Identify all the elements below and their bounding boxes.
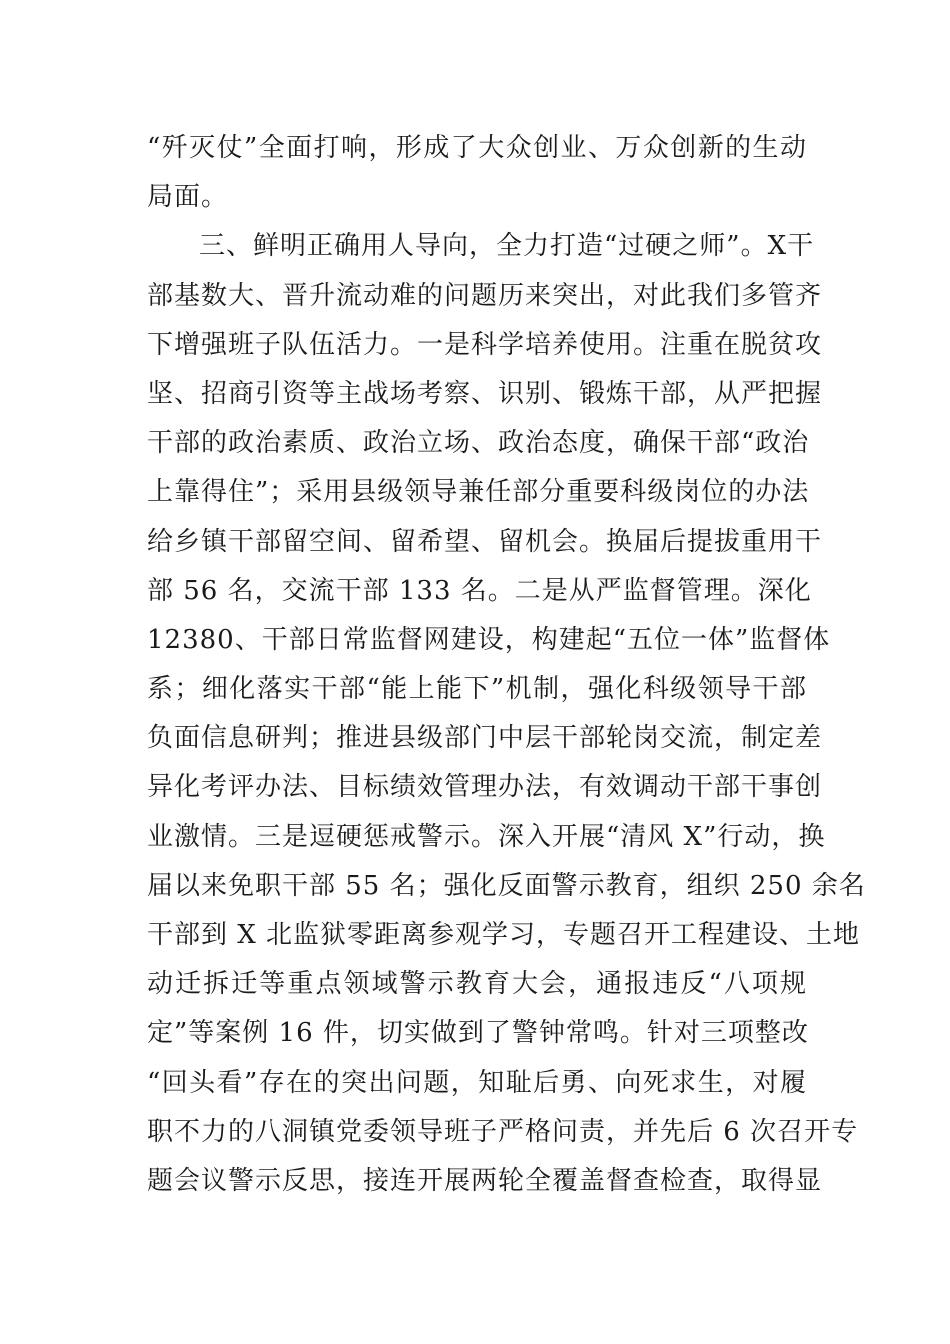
text-line: 负面信息研判；推进县级部门中层干部轮岗交流，制定差 <box>147 723 823 754</box>
text-line: 届以来免职干部 55 名；强化反面警示教育，组织 250 余名 <box>147 870 866 901</box>
text-line: 定”等案例 16 件，切实做到了警钟常鸣。针对三项整改 <box>147 1018 809 1049</box>
text-line: 给乡镇干部留空间、留希望、留机会。换届后提拔重用干 <box>147 526 823 557</box>
text-line: 局面。 <box>147 182 229 213</box>
text-line: 系；细化落实干部“能上能下”机制，强化科级领导干部 <box>147 674 807 705</box>
text-line: “回头看”存在的突出问题，知耻后勇、向死求生，对履 <box>147 1067 807 1098</box>
text-line: 业激情。三是逗硬惩戒警示。深入开展“清风 X”行动，换 <box>147 821 826 852</box>
body-text <box>147 124 866 1206</box>
text-line: 部基数大、晋升流动难的问题历来突出，对此我们多管齐 <box>147 280 823 311</box>
text-line: 异化考评办法、目标绩效管理办法，有效调动干部干事创 <box>147 772 823 803</box>
section-heading-line: 三、鲜明正确用人导向，全力打造“过硬之师”。X干 <box>199 231 815 262</box>
text-line: 部 56 名，交流干部 133 名。二是从严监督管理。深化 <box>147 575 812 606</box>
text-line: 职不力的八洞镇党委领导班子严格问责，并先后 6 次召开专 <box>147 1116 859 1147</box>
text-line: 动迁拆迁等重点领域警示教育大会，通报违反“八项规 <box>147 969 807 1000</box>
text-line: 坚、招商引资等主战场考察、识别、锻炼干部，从严把握 <box>147 378 823 409</box>
text-line: 题会议警示反思，接连开展两轮全覆盖督查检查，取得显 <box>147 1165 823 1196</box>
text-line: 下增强班子队伍活力。一是科学培养使用。注重在脱贫攻 <box>147 329 823 360</box>
text-line: “歼灭仗”全面打响，形成了大众创业、万众创新的生动 <box>147 133 807 163</box>
text-line: 干部的政治素质、政治立场、政治态度，确保干部“政治 <box>147 428 810 459</box>
text-line: 12380、干部日常监督网建设，构建起“五位一体”监督体 <box>147 624 831 655</box>
text-line: 干部到 X 北监狱零距离参观学习，专题召开工程建设、土地 <box>147 920 861 950</box>
text-line: 上靠得住”；采用县级领导兼任部分重要科级岗位的办法 <box>147 477 810 508</box>
